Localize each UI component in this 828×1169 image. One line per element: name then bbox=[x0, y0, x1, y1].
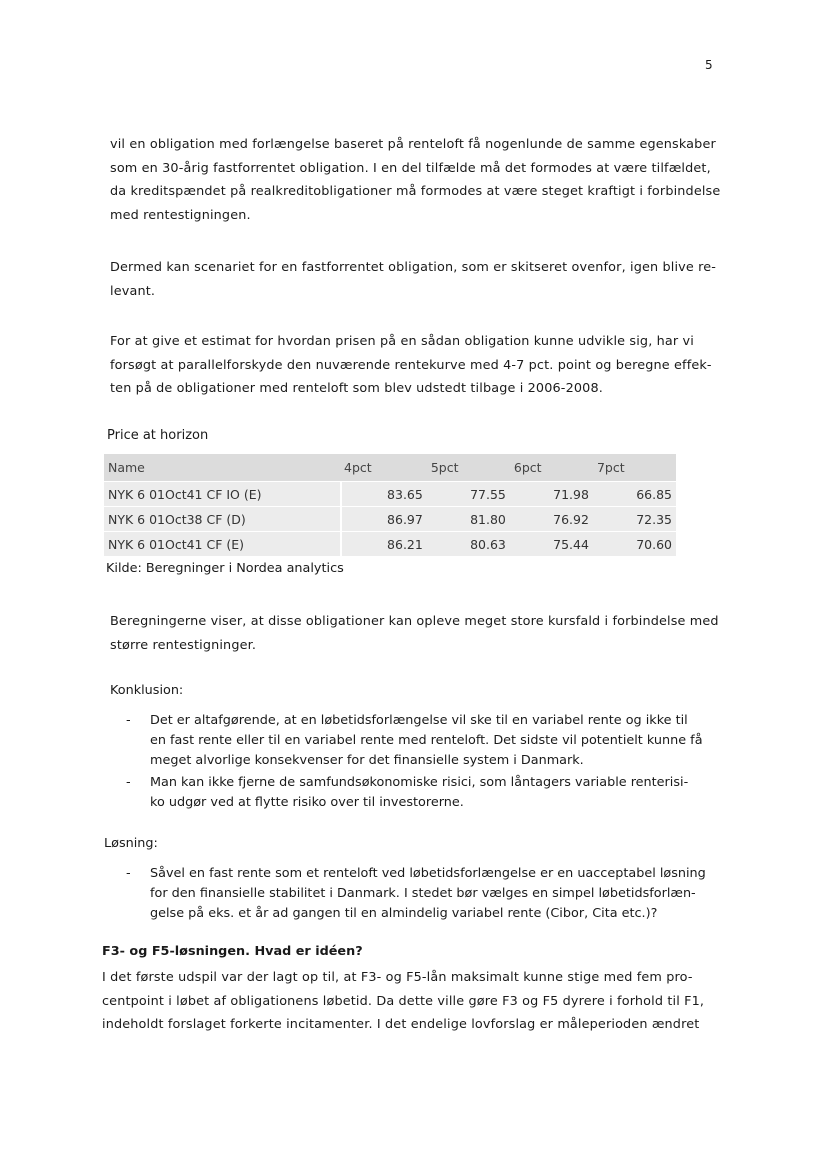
dash-bullet-icon: - bbox=[126, 866, 131, 881]
price-cell: 72.35 bbox=[593, 506, 676, 531]
list-item bbox=[126, 711, 703, 771]
text-line: gelse på eks. et år ad gangen til en almindelig variabel rente (Cibor, Cita etc.)? bbox=[150, 906, 658, 921]
page-number: 5 bbox=[705, 58, 714, 72]
text-line: ten på de obligationer med renteloft som blev udstedt tilbage i 2006-2008. bbox=[110, 381, 603, 396]
list-item bbox=[126, 864, 706, 924]
paragraph-3 bbox=[110, 330, 715, 401]
table-row bbox=[104, 531, 676, 556]
text-line: Dermed kan scenariet for en fastforrentet obligation, som er skitseret ovenfor, igen blive re- bbox=[110, 260, 717, 275]
text-line: indeholdt forslaget forkerte incitamenter. I det endelige lovforslag er måleperioden ændret bbox=[102, 1017, 700, 1032]
text-line: en fast rente eller til en variabel rente med renteloft. Det sidste vil potentielt kunne få bbox=[150, 733, 703, 748]
dash-bullet-icon: - bbox=[126, 775, 131, 790]
dash-bullet-icon: - bbox=[126, 713, 131, 728]
text-line: levant. bbox=[110, 283, 156, 299]
column-header: 4pct bbox=[340, 454, 427, 481]
text-line: med rentestigningen. bbox=[110, 207, 251, 223]
column-header: 7pct bbox=[593, 454, 676, 481]
price-cell: 86.97 bbox=[340, 506, 427, 531]
section-title: F3- og F5-løsningen. Hvad er idéen? bbox=[102, 944, 363, 959]
text-line: som en 30-årig fastforrentet obligation. I en del tilfælde må det formodes at være tilfældet, bbox=[110, 160, 711, 176]
price-cell: 80.63 bbox=[427, 531, 510, 556]
price-cell: 75.44 bbox=[510, 531, 593, 556]
price-cell: 77.55 bbox=[427, 481, 510, 506]
table-caption: Price at horizon bbox=[107, 428, 209, 443]
price-cell: 71.98 bbox=[510, 481, 593, 506]
table-header-row bbox=[104, 454, 676, 481]
text-line: da kreditspændet på realkreditobligationer må formodes at være steget kraftigt i forbindelse bbox=[110, 184, 721, 199]
bond-name: NYK 6 01Oct41 CF IO (E) bbox=[104, 481, 340, 506]
bond-name: NYK 6 01Oct41 CF (E) bbox=[104, 531, 340, 556]
table-row bbox=[104, 506, 676, 531]
loesning-heading: Løsning: bbox=[104, 836, 158, 851]
text-line: Man kan ikke fjerne de samfundsøkonomiske risici, som låntagers variable renterisi- bbox=[150, 775, 689, 790]
text-line: Beregningerne viser, at disse obligationer kan opleve meget store kursfald i forbindelse med bbox=[110, 614, 719, 629]
price-table bbox=[104, 454, 676, 556]
paragraph-1 bbox=[110, 133, 721, 227]
text-line: centpoint i løbet af obligationens løbetid. Da dette ville gøre F3 og F5 dyrere i forhold til F1, bbox=[102, 993, 705, 1009]
konklusion-heading: Konklusion: bbox=[110, 683, 184, 698]
table-source: Kilde: Beregninger i Nordea analytics bbox=[106, 561, 344, 576]
paragraph-4 bbox=[110, 610, 719, 657]
column-header: 5pct bbox=[427, 454, 510, 481]
price-cell: 83.65 bbox=[340, 481, 427, 506]
text-line: I det første udspil var der lagt op til, at F3- og F5-lån maksimalt kunne stige med fem pro- bbox=[102, 970, 693, 985]
text-line: For at give et estimat for hvordan prisen på en sådan obligation kunne udvikle sig, har vi bbox=[110, 334, 694, 349]
column-header: Name bbox=[104, 454, 340, 481]
table-row bbox=[104, 481, 676, 506]
text-line: Det er altafgørende, at en løbetidsforlængelse vil ske til en variabel rente og ikke til bbox=[150, 713, 688, 728]
price-cell: 86.21 bbox=[340, 531, 427, 556]
price-cell: 76.92 bbox=[510, 506, 593, 531]
konklusion-list bbox=[126, 711, 703, 815]
text-line: meget alvorlige konsekvenser for det finansielle system i Danmark. bbox=[150, 753, 584, 768]
text-line: forsøgt at parallelforskyde den nuværende rentekurve med 4-7 pct. point og beregne effek- bbox=[110, 357, 712, 373]
text-line: vil en obligation med forlængelse baseret på renteloft få nogenlunde de samme egenskaber bbox=[110, 137, 716, 152]
price-cell: 81.80 bbox=[427, 506, 510, 531]
price-cell: 70.60 bbox=[593, 531, 676, 556]
text-line: større rentestigninger. bbox=[110, 637, 257, 653]
text-line: for den finansielle stabilitet i Danmark. I stedet bør vælges en simpel løbetidsforlæn- bbox=[150, 886, 696, 901]
paragraph-2 bbox=[110, 256, 715, 303]
paragraph-5 bbox=[102, 966, 707, 1037]
column-header: 6pct bbox=[510, 454, 593, 481]
price-cell: 66.85 bbox=[593, 481, 676, 506]
list-item bbox=[126, 773, 703, 813]
text-line: Såvel en fast rente som et renteloft ved løbetidsforlængelse er en uacceptabel løsning bbox=[150, 866, 706, 881]
text-line: ko udgør ved at flytte risiko over til investorerne. bbox=[150, 795, 464, 810]
loesning-list bbox=[126, 864, 706, 926]
bond-name: NYK 6 01Oct38 CF (D) bbox=[104, 506, 340, 531]
